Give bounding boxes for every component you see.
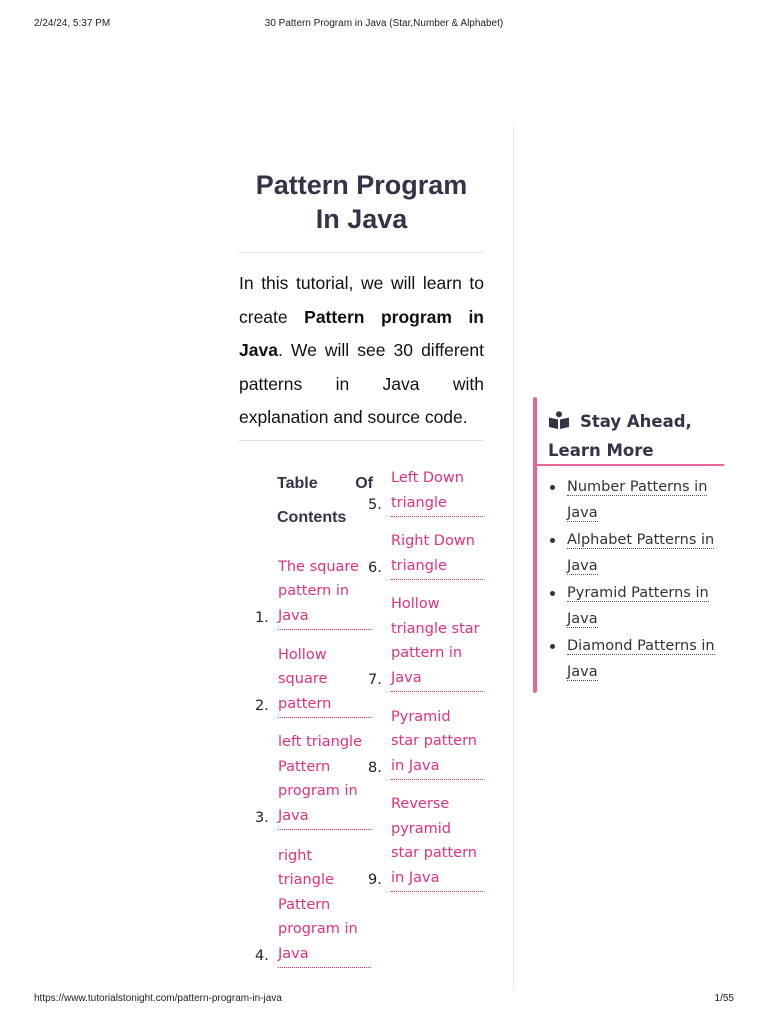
toc-item-number: 3. xyxy=(255,810,269,826)
page-title xyxy=(239,168,484,236)
toc-link-left-triangle[interactable]: left triangle Pattern program in Java xyxy=(278,730,371,830)
toc-heading-word2: Of xyxy=(355,475,373,492)
sidebar-title xyxy=(548,407,718,465)
toc-item-3 xyxy=(255,731,373,830)
list-item xyxy=(548,474,720,526)
intro-bold-text: Pattern program in Java xyxy=(239,306,484,360)
sidebar-title-text: Stay Ahead, Learn More xyxy=(548,412,692,460)
title-divider xyxy=(239,252,484,253)
toc-link-reverse-pyramid[interactable]: Reverse pyramid star pattern in Java xyxy=(391,792,483,892)
sidebar-divider xyxy=(537,464,724,466)
toc-item-number: 6. xyxy=(368,560,382,576)
toc-link-hollow-square[interactable]: Hollow square pattern xyxy=(278,643,371,719)
toc-item-1 xyxy=(255,556,373,630)
toc-heading-word1: Table xyxy=(277,475,318,492)
toc-item-2 xyxy=(255,643,373,718)
table-of-contents xyxy=(255,467,487,982)
print-header xyxy=(0,18,768,32)
toc-item-8 xyxy=(368,706,488,780)
print-datetime: 2/24/24, 5:37 PM xyxy=(34,18,111,29)
print-url: https://www.tutorialstonight.com/pattern-program-in-java xyxy=(34,993,282,1004)
intro-divider xyxy=(239,440,484,441)
sidebar-accent-bar xyxy=(533,397,537,693)
list-item xyxy=(548,527,720,579)
column-divider xyxy=(513,127,514,989)
sidebar-link-list xyxy=(548,474,720,686)
print-doc-title: 30 Pattern Program in Java (Star,Number & Alphabet) xyxy=(264,18,504,29)
sidebar-link-alphabet-patterns[interactable]: Alphabet Patterns in Java xyxy=(567,532,715,574)
toc-link-right-triangle[interactable]: right triangle Pattern program in Java xyxy=(278,844,371,969)
toc-item-number: 7. xyxy=(368,672,382,688)
toc-item-6 xyxy=(368,530,488,580)
toc-item-number: 4. xyxy=(255,948,269,964)
reader-book-icon xyxy=(548,411,570,429)
sidebar-link-diamond-patterns[interactable]: Diamond Patterns in Java xyxy=(567,638,715,680)
toc-link-pyramid-star[interactable]: Pyramid star pattern in Java xyxy=(391,705,483,781)
page-title-line2: In Java xyxy=(315,204,408,234)
toc-heading-word3: Contents xyxy=(277,509,347,526)
intro-text-2: . We will see 30 different patterns in Java with explanation and source code. xyxy=(239,340,484,427)
toc-heading xyxy=(277,467,373,535)
page-title-line1: Pattern Program xyxy=(255,170,468,200)
toc-item-number: 5. xyxy=(368,497,382,513)
toc-item-number: 1. xyxy=(255,610,269,626)
list-item xyxy=(548,633,720,685)
intro-text-1: In this tutorial, we will learn to create xyxy=(239,273,484,327)
toc-item-number: 9. xyxy=(368,872,382,888)
print-footer xyxy=(0,993,768,1007)
toc-link-hollow-triangle[interactable]: Hollow triangle star pattern in Java xyxy=(391,592,483,692)
toc-item-4 xyxy=(255,844,373,968)
toc-item-9 xyxy=(368,793,488,892)
article xyxy=(239,168,484,441)
toc-link-right-down-triangle[interactable]: Right Down triangle xyxy=(391,529,483,580)
list-item xyxy=(548,580,720,632)
toc-item-7 xyxy=(368,593,488,692)
sidebar-link-number-patterns[interactable]: Number Patterns in Java xyxy=(567,479,708,521)
intro-paragraph xyxy=(239,267,484,435)
toc-item-number: 2. xyxy=(255,698,269,714)
print-page-number: 1/55 xyxy=(714,993,734,1004)
toc-link-left-down-triangle[interactable]: Left Down triangle xyxy=(391,466,483,517)
toc-item-number: 8. xyxy=(368,760,382,776)
sidebar-link-pyramid-patterns[interactable]: Pyramid Patterns in Java xyxy=(567,585,709,627)
toc-item-5 xyxy=(368,467,488,517)
sidebar-stay-ahead xyxy=(533,397,724,693)
toc-link-square-pattern[interactable]: The square pattern in Java xyxy=(278,555,371,631)
